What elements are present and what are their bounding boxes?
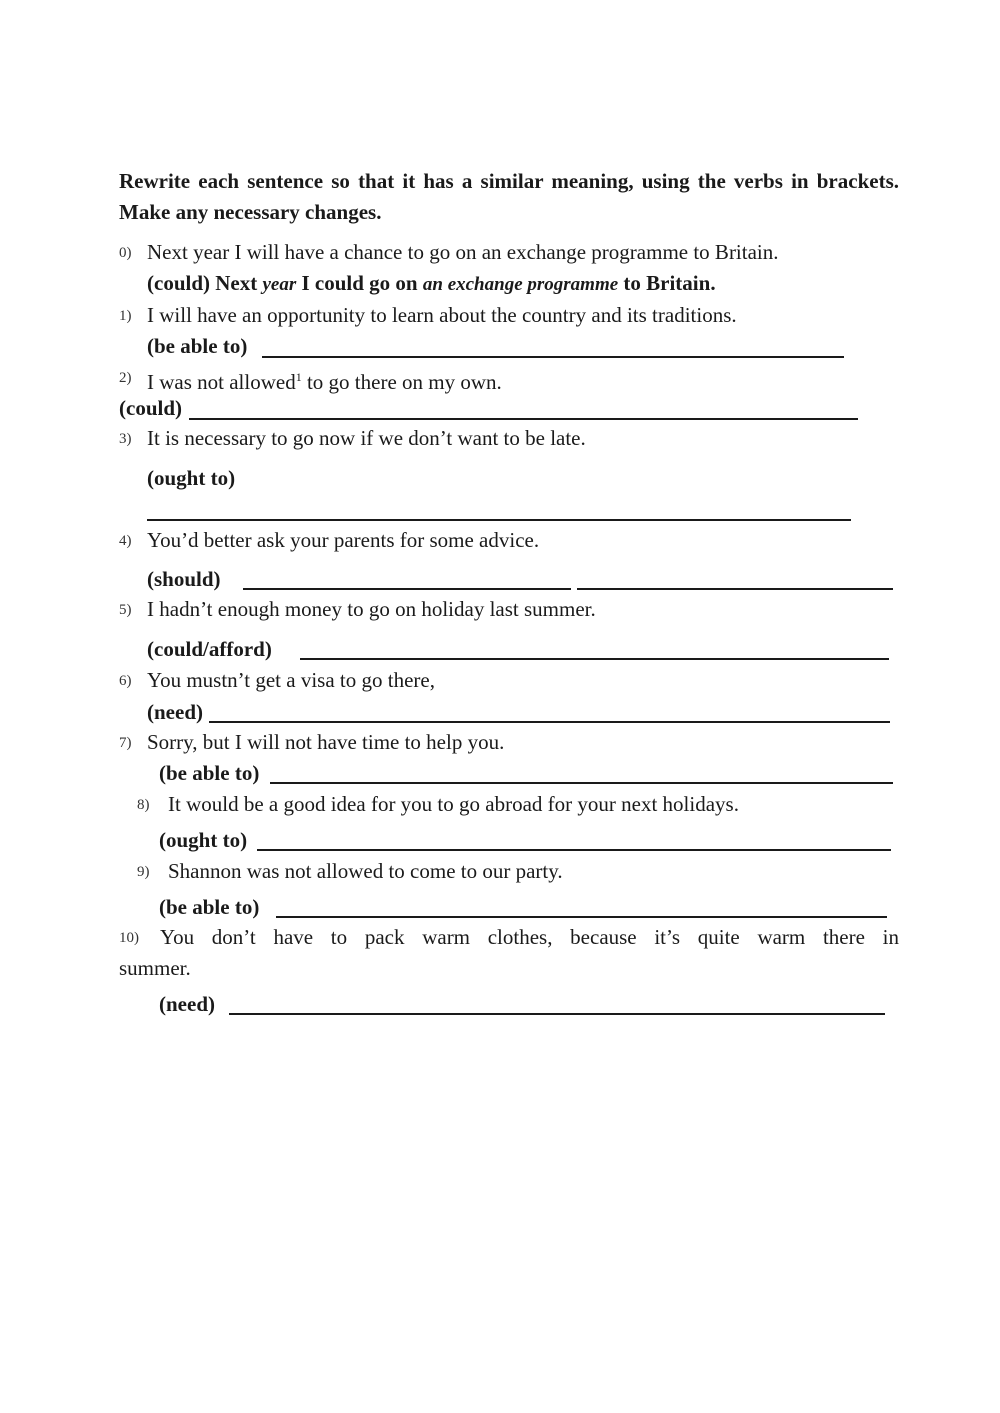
word: it’s [654, 925, 681, 949]
item-sentence [147, 364, 502, 395]
cue-label: (ought to) [159, 828, 248, 852]
word: to [330, 925, 348, 949]
answer-part: (could) Next [147, 271, 263, 295]
cue-label: (need) [159, 992, 215, 1016]
item-number: 10) [119, 930, 139, 946]
item-number: 7) [119, 735, 132, 751]
word: don’t [211, 925, 256, 949]
answer-line[interactable] [209, 703, 890, 723]
answer-line[interactable] [147, 501, 851, 521]
item-sentence: Next year I will have a chance to go on an exchange programme to Britain. [147, 240, 779, 264]
answer-part: to Britain. [618, 271, 716, 295]
item-cue [159, 991, 215, 1017]
item-number: 1) [119, 308, 132, 324]
item-cue [119, 395, 182, 421]
word: in [882, 925, 899, 949]
item-sentence-continued: summer. [119, 956, 191, 980]
cue-label: (could/afford) [147, 637, 272, 661]
word: there [822, 925, 865, 949]
item-sentence: It is necessary to go now if we don’t want to be late. [147, 426, 586, 450]
answer-part: an exchange programme [422, 274, 619, 295]
answer-line[interactable] [262, 338, 844, 358]
item-number: 8) [137, 797, 150, 813]
word: warm [757, 925, 806, 949]
cue-label: (need) [147, 700, 203, 724]
word: You [160, 925, 195, 949]
item-sentence: Shannon was not allowed to come to our party. [168, 859, 563, 883]
cue-label: (be able to) [159, 895, 260, 919]
item-cue [159, 827, 247, 853]
answer-line[interactable] [243, 570, 571, 590]
answer-line[interactable] [577, 570, 893, 590]
item-number: 0) [119, 245, 132, 261]
item-number: 4) [119, 533, 132, 549]
sentence-text: I was not allowed [147, 370, 296, 394]
word: have [273, 925, 314, 949]
cue-label: (be able to) [159, 761, 260, 785]
item-cue [159, 894, 259, 920]
item-sentence: I will have an opportunity to learn about the country and its traditions. [147, 303, 737, 327]
word: quite [697, 925, 740, 949]
word: because [570, 925, 637, 949]
answer-part: year [262, 274, 297, 295]
item-cue [147, 636, 272, 662]
answer-line[interactable] [189, 400, 858, 420]
cue-label: (be able to) [147, 334, 248, 358]
answer-line[interactable] [257, 831, 891, 851]
item-cue [147, 566, 221, 592]
item-number: 3) [119, 431, 132, 447]
item-sentence: Sorry, but I will not have time to help you. [147, 730, 505, 754]
item-sentence [160, 924, 899, 950]
item-cue [159, 760, 259, 786]
item-sentence: You mustn’t get a visa to go there, [147, 668, 435, 692]
answer-line[interactable] [300, 640, 889, 660]
answer-line[interactable] [276, 898, 887, 918]
item-cue [147, 333, 247, 359]
cue-label: (could) [119, 396, 182, 420]
item-number: 6) [119, 673, 132, 689]
answer-part: I could go on [296, 271, 423, 295]
item-number: 9) [137, 864, 150, 880]
example-answer [147, 270, 716, 298]
instructions: Rewrite each sentence so that it has a similar meaning, using the verbs in brackets. Make any necessary changes. [119, 169, 899, 224]
item-cue [147, 699, 203, 725]
item-sentence: You’d better ask your parents for some advice. [147, 528, 540, 552]
word: pack [364, 925, 405, 949]
sentence-text: to go there on my own. [301, 370, 502, 394]
footnote-marker: 1 [295, 370, 302, 384]
item-sentence: It would be a good idea for you to go abroad for your next holidays. [168, 792, 739, 816]
cue-label: (ought to) [147, 466, 236, 490]
cue-label: (should) [147, 567, 221, 591]
answer-line[interactable] [229, 995, 885, 1015]
item-sentence: I hadn’t enough money to go on holiday last summer. [147, 597, 596, 621]
item-number: 2) [119, 370, 132, 386]
word: warm [422, 925, 471, 949]
word: clothes, [487, 925, 553, 949]
item-number: 5) [119, 602, 132, 618]
item-cue [147, 465, 235, 491]
answer-line[interactable] [270, 764, 893, 784]
